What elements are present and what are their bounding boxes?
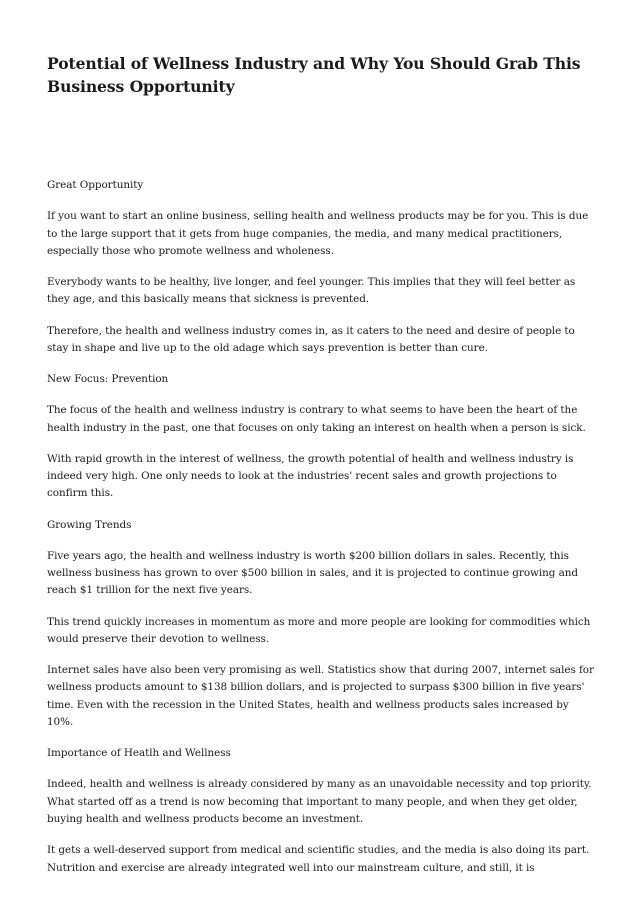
body-paragraph: Therefore, the health and wellness industry comes in, as it caters to the need and desire of people to stay in shape and live up to the old adage which says prevention is better than cure. xyxy=(47,324,575,354)
document-page xyxy=(47,52,595,877)
document-title: Potential of Wellness Industry and Why You Should Grab This Business Opportunity xyxy=(47,54,581,96)
document-body xyxy=(47,177,595,877)
section-heading: Great Opportunity xyxy=(47,179,144,191)
body-paragraph: Indeed, health and wellness is already considered by many as an unavoidable necessity and top priority. What started off as a trend is now becoming that important to many people, and when they get older, buying health and wellness products become an investment. xyxy=(47,778,592,826)
body-paragraph: It gets a well-deserved support from medical and scientific studies, and the media is also doing its part. Nutrition and exercise are already integrated well into our mainstream culture, and still, it is xyxy=(47,844,590,874)
section-heading: Importance of Heatlh and Wellness xyxy=(47,747,231,760)
section-heading: New Focus: Prevention xyxy=(47,373,169,385)
body-paragraph: This trend quickly increases in momentum as more and more people are looking for commodities which would preserve their devotion to wellness. xyxy=(47,615,591,645)
section-heading: Growing Trends xyxy=(47,518,132,531)
body-paragraph: With rapid growth in the interest of wellness, the growth potential of health and wellness industry is indeed very high. One only needs to look at the industries' recent sales and growth projections to confirm this. xyxy=(47,452,574,500)
body-paragraph: Five years ago, the health and wellness industry is worth $200 billion dollars in sales. Recently, this wellness business has grown to over $500 billion in sales, and it is projected to continue growing and reach $1 trillion for the next five years. xyxy=(47,549,579,597)
body-paragraph: Internet sales have also been very promising as well. Statistics show that during 2007, internet sales for wellness products amount to $138 billion dollars, and is projected to surpass $300 billion in five years' time. Even with the recession in the United States, health and wellness products sales increased by 10%. xyxy=(47,664,594,729)
body-paragraph: Everybody wants to be healthy, live longer, and feel younger. This implies that they will feel better as they age, and this basically means that sickness is prevented. xyxy=(47,276,576,306)
body-paragraph: The focus of the health and wellness industry is contrary to what seems to have been the heart of the health industry in the past, one that focuses on only taking an interest on health when a person is sick. xyxy=(47,404,586,434)
body-paragraph: If you want to start an online business, selling health and wellness products may be for you. This is due to the large support that it gets from huge companies, the media, and many medical practitioners, especially those who promote wellness and wholeness. xyxy=(47,210,589,257)
